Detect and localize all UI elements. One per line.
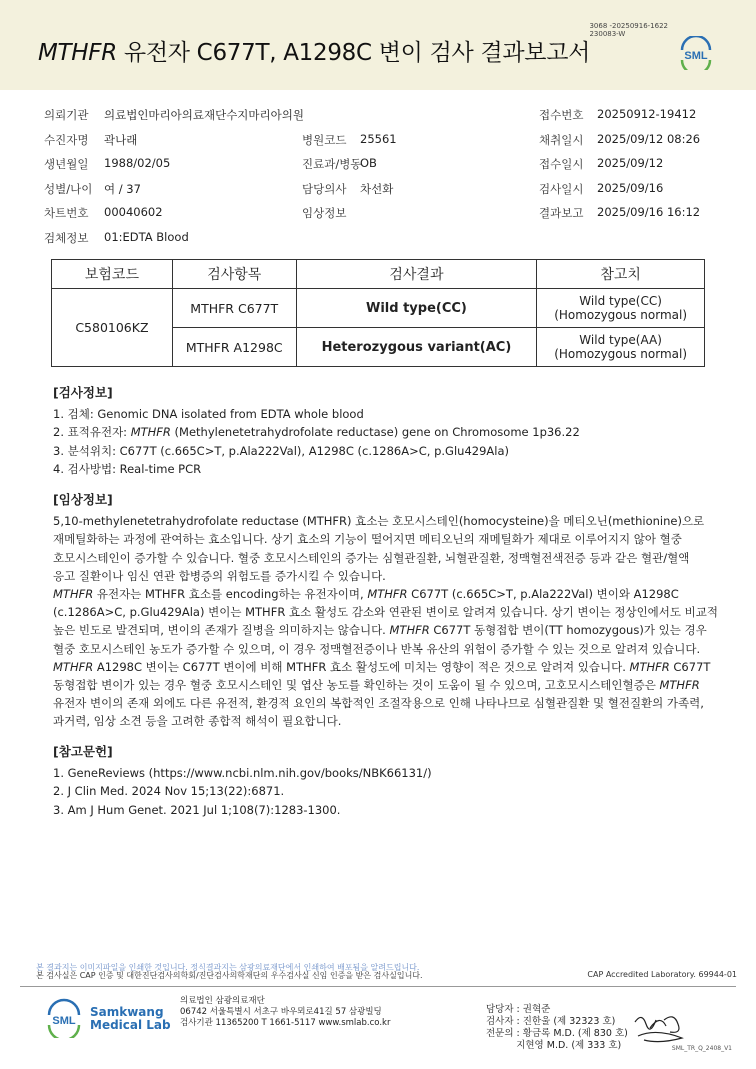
test-info-line: 3. 분석위치: C677T (c.665C>T, p.Ala222Val), A1298C (c.1286A>C, p.Glu429Ala) bbox=[53, 443, 509, 458]
clinical-line: 5,10-methylenetetrahydrofolate reductase (MTHFR) 효소는 호모시스테인(homocysteine)을 메티오닌(methionine)으로 bbox=[53, 514, 705, 529]
form-code: SML_TR_Q_2408_V1 bbox=[671, 1045, 732, 1052]
clinical-text: 유전자는 MTHFR 효소를 encoding하는 유전자이며, bbox=[93, 587, 368, 602]
dept-value: OB bbox=[360, 156, 377, 171]
clinical-line: 과거력, 임상 소견 등을 고려한 종합적 해석이 필요합니다. bbox=[53, 714, 342, 729]
receipt-no-value: 20250912-19412 bbox=[597, 107, 697, 121]
gene-name: MTHFR bbox=[130, 425, 171, 440]
reported-value: 2025/09/16 16:12 bbox=[597, 205, 701, 220]
info-row bbox=[42, 128, 722, 153]
reference-line1: Wild type(CC) bbox=[579, 294, 662, 308]
title-gene: MTHFR bbox=[38, 40, 117, 66]
info-row bbox=[42, 201, 722, 226]
clinical-info-section bbox=[53, 491, 718, 731]
staff-line: 담당자 : 권혁준 bbox=[486, 1004, 551, 1015]
clinical-text: 높은 빈도로 발견되며, 변이의 존재가 질병을 의미하지는 않습니다. bbox=[53, 623, 390, 638]
reference-line1: Wild type(AA) bbox=[579, 333, 662, 347]
header-test-result: 검사결과 bbox=[296, 260, 537, 289]
certification-notice: 본 검사실은 CAP 인증 및 대한진단검사의학회/진단검사의학재단의 우수검사실 신임 인증을 받은 검사실입니다. bbox=[36, 971, 423, 980]
test-item: MTHFR A1298C bbox=[172, 328, 296, 367]
footer-divider bbox=[20, 986, 736, 987]
reference-line2: (Homozygous normal) bbox=[554, 308, 688, 322]
test-info-section bbox=[53, 384, 713, 478]
hospital-code-label: 병원코드 bbox=[302, 132, 347, 147]
cap-accreditation: CAP Accredited Laboratory. 69944-01 bbox=[587, 970, 737, 979]
clinical-label: 임상정보 bbox=[302, 206, 347, 221]
print-notice: 본 결과지는 이미지파일을 인쇄한 것입니다. 정식결과지는 삼광의료재단에서 인쇄하여 배포됨을 알려드립니다. bbox=[36, 963, 420, 972]
specimen-value: 01:EDTA Blood bbox=[104, 229, 189, 244]
clinical-text: A1298C 변이는 C677T 변이에 비해 MTHFR 효소 활성도에 미치는 영향이 적은 것으로 알려져 있습니다. bbox=[93, 659, 630, 674]
clinical-line bbox=[53, 658, 713, 676]
clinical-line: (c.1286A>C, p.Glu429Ala) 변이는 MTHFR 효소 활성도 감소와 연관된 변이로 알려져 있습니다. 상기 변이는 정상인에서도 비교적 bbox=[53, 605, 718, 620]
info-row bbox=[42, 177, 722, 202]
patient-info bbox=[42, 103, 722, 251]
receipt-no-label: 접수번호 bbox=[539, 108, 584, 122]
reference-value bbox=[537, 328, 705, 367]
reference-item: 1. GeneReviews (https://www.ncbi.nlm.nih.gov/books/NBK66131/) bbox=[53, 766, 432, 781]
title-rest: 유전자 C677T, A1298C 변이 검사 결과보고서 bbox=[116, 40, 591, 66]
staff-line: 검사자 : 진한울 (제 32323 호) bbox=[486, 1016, 616, 1027]
samkwang-logo-icon bbox=[44, 998, 84, 1038]
clinical-line: 호모시스테인이 증가할 수 있습니다. 혈중 호모시스테인의 증가는 심혈관질환, 뇌혈관질환, 정맥혈전색전증 등과 같은 혈관/혈액 bbox=[53, 550, 690, 565]
clinical-text: C677T (c.665C>T, p.Ala222Val) 변이와 A1298C bbox=[407, 587, 679, 602]
clinical-text: C677T bbox=[669, 659, 711, 674]
institution-label: 의뢰기관 bbox=[44, 108, 89, 122]
address-line: 검사기관 11365200 T 1661-5117 www.smlab.co.kr bbox=[180, 1018, 391, 1028]
insurance-code: C580106KZ bbox=[52, 289, 173, 367]
received-label: 접수일시 bbox=[539, 157, 584, 172]
address-line: 의료법인 삼광의료재단 bbox=[180, 996, 265, 1006]
gene-name: MTHFR bbox=[659, 678, 700, 693]
footer-logo-text: SML bbox=[52, 1015, 76, 1027]
sex-age-value: 여 / 37 bbox=[104, 181, 141, 196]
dob-value: 1988/02/05 bbox=[104, 156, 171, 171]
gene-name: MTHFR bbox=[389, 623, 430, 638]
info-row bbox=[42, 103, 722, 128]
reference-line2: (Homozygous normal) bbox=[554, 347, 688, 361]
header-reference: 참고치 bbox=[537, 260, 705, 289]
clinical-text: 동형접합 변이가 있는 경우 혈중 호모시스테인 및 엽산 농도를 확인하는 것이 도움이 될 수 있으며, 고호모시스테인혈증은 bbox=[53, 678, 660, 693]
lab-address bbox=[180, 996, 390, 1029]
test-info-line: 1. 검체: Genomic DNA isolated from EDTA whole blood bbox=[53, 407, 364, 422]
clinical-info-heading: [임상정보] bbox=[53, 492, 113, 507]
header-test-item: 검사항목 bbox=[172, 260, 296, 289]
info-row bbox=[42, 226, 722, 251]
header-insurance-code: 보험코드 bbox=[52, 260, 173, 289]
test-info-heading: [검사정보] bbox=[53, 385, 113, 400]
clinical-line: 재메틸화하는 과정에 관여하는 효소입니다. 상기 효소의 기능이 떨어지면 메티오닌의 재메틸화가 제대로 이루어지지 않아 혈중 bbox=[53, 532, 682, 547]
lab-name-line2: Medical Lab bbox=[90, 1018, 171, 1032]
tested-label: 검사일시 bbox=[539, 181, 584, 196]
dept-label: 진료과/병동 bbox=[302, 157, 362, 172]
doctor-value: 차선화 bbox=[360, 181, 394, 196]
gene-name: MTHFR bbox=[53, 587, 94, 602]
collected-label: 채취일시 bbox=[539, 132, 584, 147]
info-row bbox=[42, 152, 722, 177]
references-heading: [참고문헌] bbox=[53, 744, 113, 759]
reference-item: 2. J Clin Med. 2024 Nov 15;13(22):6871. bbox=[53, 784, 285, 799]
address-line: 06742 서울특별시 서초구 바우뫼로41길 57 삼광빌딩 bbox=[180, 1007, 382, 1017]
logo-text: SML bbox=[684, 50, 708, 62]
clinical-line: 응고 질환이나 임신 연관 합병증의 위험도를 증가시킬 수 있습니다. bbox=[53, 568, 386, 583]
staff-list bbox=[486, 1004, 628, 1052]
doc-code-line2: 230083-W bbox=[589, 30, 626, 38]
name-label: 수진자명 bbox=[44, 132, 89, 147]
specimen-label: 검체정보 bbox=[44, 230, 89, 245]
reference-item: 3. Am J Hum Genet. 2021 Jul 1;108(7):1283-1300. bbox=[53, 802, 341, 817]
doc-code-line1: 3068 -20250916-1622 bbox=[589, 22, 668, 30]
sex-age-label: 성별/나이 bbox=[44, 181, 93, 196]
test-result: Wild type(CC) bbox=[296, 289, 537, 328]
received-value: 2025/09/12 bbox=[597, 156, 664, 171]
hospital-code-value: 25561 bbox=[360, 131, 397, 146]
staff-line: 전문의 : 황금록 M.D. (제 830 호) bbox=[486, 1028, 628, 1039]
table-row bbox=[52, 289, 705, 328]
tested-value: 2025/09/16 bbox=[597, 180, 664, 195]
signature-icon bbox=[630, 1010, 690, 1046]
lab-name bbox=[90, 1006, 171, 1032]
document-code bbox=[589, 22, 668, 38]
clinical-line bbox=[53, 585, 713, 603]
reference-value bbox=[537, 289, 705, 328]
references-section bbox=[53, 743, 713, 819]
doctor-label: 담당의사 bbox=[302, 181, 347, 196]
test-result: Heterozygous variant(AC) bbox=[296, 328, 537, 367]
target-label: 2. 표적유전자: bbox=[53, 425, 131, 440]
gene-name: MTHFR bbox=[367, 587, 408, 602]
page-title bbox=[38, 34, 590, 67]
result-table bbox=[51, 259, 705, 367]
gene-name: MTHFR bbox=[53, 659, 94, 674]
clinical-text: C677T 동형접합 변이(TT homozygous)가 있는 경우 bbox=[429, 623, 707, 638]
clinical-line bbox=[53, 621, 713, 639]
chart-label: 차트번호 bbox=[44, 206, 89, 221]
name-value: 곽나래 bbox=[104, 132, 138, 147]
staff-line: 지현영 M.D. (제 333 호) bbox=[486, 1040, 622, 1051]
clinical-line bbox=[53, 676, 713, 694]
dob-label: 생년월일 bbox=[44, 157, 89, 172]
reported-label: 결과보고 bbox=[539, 206, 584, 221]
gene-name: MTHFR bbox=[629, 659, 670, 674]
result-header-row bbox=[52, 260, 705, 289]
target-desc: (Methylenetetrahydrofolate reductase) gene on Chromosome 1p36.22 bbox=[170, 425, 580, 440]
lab-name-line1: Samkwang bbox=[90, 1005, 164, 1019]
sml-logo-icon bbox=[678, 36, 714, 70]
test-info-line bbox=[53, 423, 713, 441]
collected-value: 2025/09/12 08:26 bbox=[597, 131, 701, 146]
clinical-line: 혈중 호모시스테인 농도가 증가할 수 있으며, 이 경우 정맥혈전증이나 반복 유산의 위험이 증가할 수 있는 것으로 알려져 있습니다. bbox=[53, 641, 701, 656]
test-item: MTHFR C677T bbox=[172, 289, 296, 328]
test-info-line: 4. 검사방법: Real-time PCR bbox=[53, 461, 202, 476]
chart-value: 00040602 bbox=[104, 205, 163, 220]
institution-value: 의료법인마리아의료재단수지마리아의원 bbox=[104, 108, 304, 122]
clinical-line: 유전자 변이의 존재 외에도 다른 유전적, 환경적 요인의 복합적인 조절작용으로 인해 나타나므로 심혈관질환 및 혈전질환의 가족력, bbox=[53, 696, 704, 711]
